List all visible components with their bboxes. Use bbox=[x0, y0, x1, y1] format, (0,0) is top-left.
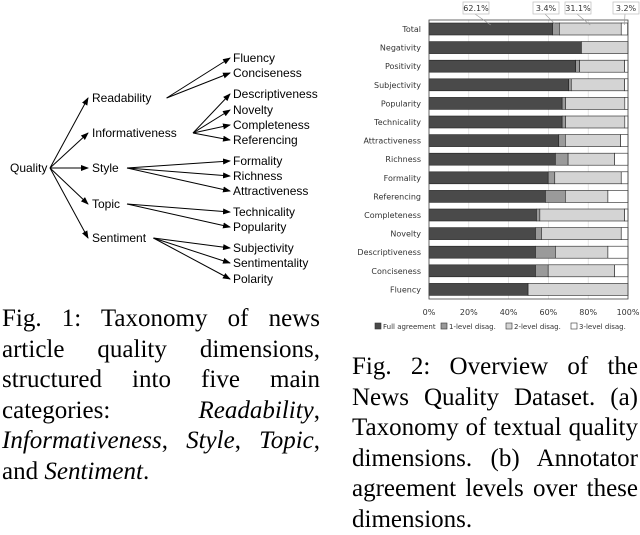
taxonomy-edge bbox=[127, 204, 230, 212]
category-label: Referencing bbox=[373, 192, 421, 202]
taxonomy-edge bbox=[50, 168, 88, 238]
bar-segment bbox=[429, 97, 562, 109]
taxonomy-edge bbox=[153, 238, 230, 263]
bar-segment bbox=[625, 97, 628, 109]
bar-segment bbox=[555, 246, 608, 258]
taxonomy-leaf: Sentimentality bbox=[233, 256, 309, 270]
taxonomy-leaf: Subjectivity bbox=[233, 241, 294, 255]
taxonomy-edge bbox=[50, 98, 88, 168]
bar-segment bbox=[615, 153, 628, 165]
category-label: Formality bbox=[383, 173, 421, 183]
figure-1-caption bbox=[2, 304, 320, 487]
taxonomy-category: Sentiment bbox=[92, 231, 147, 245]
bar-segment bbox=[580, 60, 625, 72]
callout-label: 31.1% bbox=[565, 4, 591, 13]
bar-segment bbox=[565, 190, 608, 202]
taxonomy-leaf: Descriptiveness bbox=[233, 87, 318, 101]
caption-category: Style bbox=[186, 427, 235, 454]
category-label: Fluency bbox=[389, 285, 421, 295]
taxonomy-leaf: Formality bbox=[233, 154, 283, 168]
taxonomy-leaf: Fluency bbox=[233, 51, 276, 65]
taxonomy-category: Topic bbox=[92, 197, 121, 211]
taxonomy-leaf: Technicality bbox=[233, 205, 296, 219]
bar-segment bbox=[608, 190, 628, 202]
bar-segment bbox=[545, 190, 565, 202]
bar-segment bbox=[565, 135, 620, 147]
legend-swatch bbox=[441, 323, 447, 329]
bar-segment bbox=[536, 209, 539, 221]
bar-segment bbox=[576, 60, 580, 72]
caption-category: Informativeness bbox=[2, 427, 162, 454]
bar-segment bbox=[540, 209, 625, 221]
bar-segment bbox=[562, 116, 565, 128]
bar-segment bbox=[429, 228, 535, 240]
category-label: Descriptiveness bbox=[357, 248, 421, 258]
caption-sep: , and bbox=[2, 427, 321, 485]
bar-segment bbox=[429, 246, 535, 258]
legend-label: 3-level disag. bbox=[579, 323, 626, 331]
bar-segment bbox=[562, 97, 565, 109]
taxonomy-root: Quality bbox=[10, 161, 48, 175]
bar-segment bbox=[581, 42, 628, 54]
taxonomy-leaf: Conciseness bbox=[233, 66, 302, 80]
taxonomy-edge bbox=[127, 161, 230, 168]
bar-segment bbox=[429, 116, 562, 128]
x-tick-label: 100% bbox=[616, 308, 640, 317]
taxonomy-leaf: Popularity bbox=[233, 220, 287, 234]
taxonomy-edge bbox=[50, 168, 88, 204]
taxonomy-category: Style bbox=[92, 161, 119, 175]
bar-segment bbox=[566, 116, 625, 128]
taxonomy-edge bbox=[167, 58, 230, 98]
caption-category: Readability bbox=[198, 396, 314, 424]
category-label: Richness bbox=[385, 155, 421, 165]
bar-segment bbox=[555, 153, 568, 165]
caption-sep: , bbox=[161, 427, 187, 454]
taxonomy-edge bbox=[127, 204, 230, 227]
taxonomy-edge bbox=[167, 73, 230, 98]
taxonomy-category: Informativeness bbox=[92, 126, 177, 140]
category-label: Novelty bbox=[390, 229, 421, 239]
bar-segment bbox=[429, 135, 559, 147]
bar-segment bbox=[615, 265, 628, 277]
category-label: Completeness bbox=[364, 211, 421, 220]
taxonomy-edge bbox=[153, 238, 230, 248]
bar-segment bbox=[429, 60, 576, 72]
bar-segment bbox=[429, 190, 545, 202]
taxonomy-edge bbox=[50, 133, 88, 168]
bar-segment bbox=[621, 135, 628, 147]
bar-segment bbox=[569, 79, 572, 91]
bar-segment bbox=[535, 246, 555, 258]
callout-label: 3.2% bbox=[615, 4, 637, 13]
category-label: Negativity bbox=[379, 43, 421, 53]
caption-category: Topic bbox=[259, 427, 314, 454]
taxonomy-leaf: Referencing bbox=[233, 133, 298, 147]
taxonomy-category: Readability bbox=[92, 91, 152, 105]
bar-segment bbox=[621, 228, 628, 240]
bar-segment bbox=[625, 60, 628, 72]
category-label: Attractiveness bbox=[363, 136, 421, 146]
agreement-chart bbox=[355, 0, 640, 335]
legend-swatch bbox=[506, 323, 512, 329]
x-tick-label: 20% bbox=[459, 308, 478, 317]
bar-segment bbox=[429, 172, 548, 184]
legend-label: 2-level disag. bbox=[514, 323, 561, 331]
taxonomy-edge bbox=[153, 238, 230, 279]
bar-segment bbox=[541, 228, 621, 240]
x-tick-label: 40% bbox=[499, 308, 518, 317]
taxonomy-leaf: Attractiveness bbox=[233, 184, 309, 198]
bar-segment bbox=[528, 283, 628, 295]
bar-segment bbox=[608, 246, 628, 258]
bar-segment bbox=[535, 265, 548, 277]
caption-sep: . bbox=[142, 457, 150, 485]
callout-label: 62.1% bbox=[463, 4, 489, 13]
taxonomy-leaf: Novelty bbox=[233, 103, 274, 117]
bar-segment bbox=[535, 228, 541, 240]
taxonomy-edge bbox=[127, 168, 230, 191]
bar-segment bbox=[621, 172, 628, 184]
category-label: Technicality bbox=[374, 118, 421, 127]
taxonomy-leaf: Polarity bbox=[233, 272, 274, 286]
callout-label: 3.4% bbox=[535, 4, 557, 13]
bar-segment bbox=[555, 172, 621, 184]
category-label: Popularity bbox=[380, 99, 421, 109]
x-tick-label: 0% bbox=[422, 308, 436, 317]
legend-swatch bbox=[375, 323, 381, 329]
taxonomy-edge bbox=[127, 168, 230, 176]
caption-sep: , bbox=[313, 396, 320, 424]
bar-segment bbox=[429, 79, 569, 91]
legend-swatch bbox=[571, 323, 577, 329]
caption-text: Fig. 1: Taxonomy of news article quality dimensions, structured into five main categories: bbox=[2, 305, 320, 424]
caption-sep: , bbox=[234, 427, 260, 454]
bar-segment bbox=[625, 209, 628, 221]
bar-segment bbox=[625, 116, 628, 128]
taxonomy-leaf: Richness bbox=[233, 169, 283, 183]
caption-category: Sentiment bbox=[44, 457, 143, 485]
bar-segment bbox=[429, 283, 528, 295]
bar-segment bbox=[429, 265, 535, 277]
taxonomy-diagram bbox=[0, 40, 330, 290]
category-label: Subjectivity bbox=[374, 80, 421, 90]
legend-label: 1-level disag. bbox=[449, 323, 496, 331]
bar-segment bbox=[625, 79, 628, 91]
bar-segment bbox=[548, 172, 555, 184]
bar-segment bbox=[548, 265, 614, 277]
bar-segment bbox=[429, 42, 581, 54]
bar-segment bbox=[429, 209, 536, 221]
bar-segment bbox=[559, 135, 566, 147]
taxonomy-edge bbox=[193, 133, 230, 140]
legend-label: Full agreement bbox=[383, 323, 436, 331]
category-label: Conciseness bbox=[371, 266, 421, 276]
taxonomy-leaf: Completeness bbox=[233, 118, 310, 132]
x-tick-label: 80% bbox=[579, 308, 598, 317]
category-label: Positivity bbox=[384, 62, 421, 72]
category-label: Total bbox=[402, 25, 421, 34]
x-tick-label: 60% bbox=[539, 308, 558, 317]
bar-segment bbox=[566, 97, 625, 109]
bar-segment bbox=[568, 153, 615, 165]
figure-2-caption: Fig. 2: Overview of the News Quality Dataset. (a) Taxonomy of textual quality dimensions. (b) Annotator agreement levels over these dimensions. bbox=[352, 353, 638, 533]
bar-segment bbox=[429, 153, 555, 165]
bar-segment bbox=[571, 79, 624, 91]
